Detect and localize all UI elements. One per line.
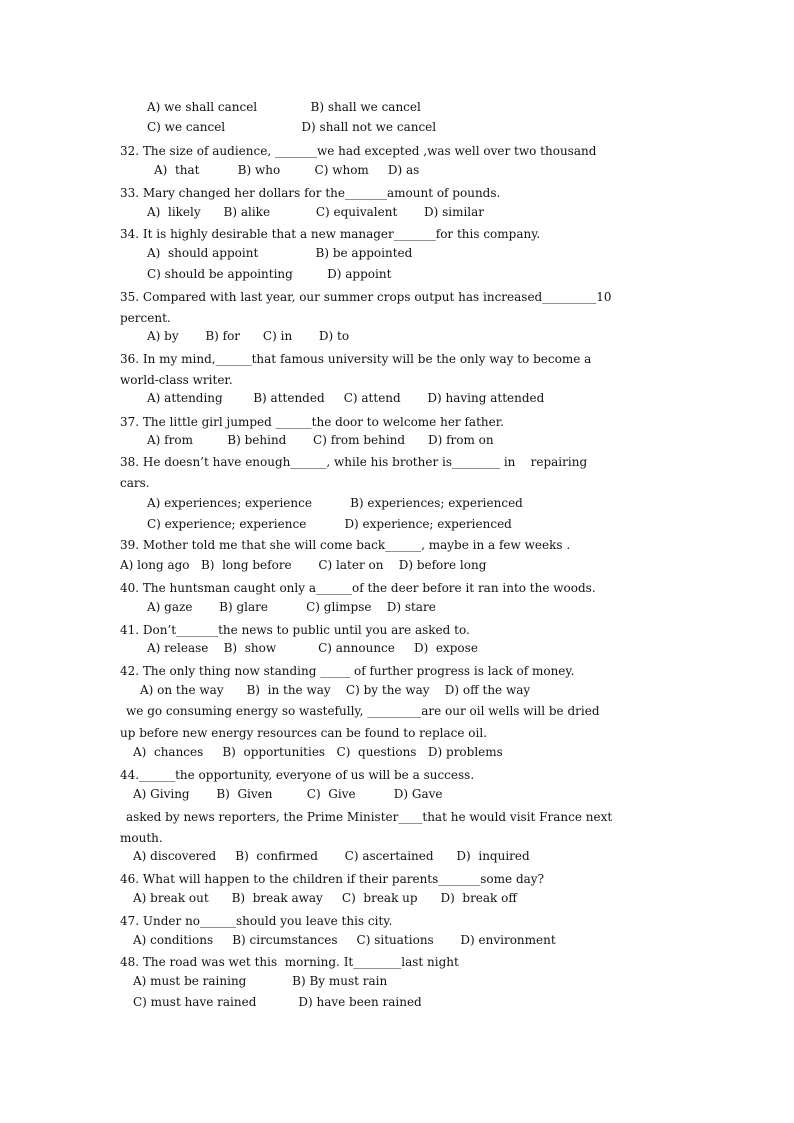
option-line: A) experiences; experience B) experiences; experienced [147,496,523,510]
option-line: A) long ago B) long before C) later on D) before long [120,558,487,572]
option-line: A) Giving B) Given C) Give D) Gave [133,787,443,801]
option-line: C) we cancel D) shall not we cancel [147,120,437,134]
option-line: C) must have rained D) have been rained [133,995,422,1009]
option-line: A) by B) for C) in D) to [147,329,350,343]
option-line: A) must be raining B) By must rain [133,974,388,988]
question-line: up before new energy resources can be found to replace oil. [120,726,488,740]
question-line: 48. The road was wet this morning. It________last night [120,955,459,969]
question-line: 32. The size of audience, _______we had excepted ,was well over two thousand [120,144,597,158]
option-line: A) on the way B) in the way C) by the way D) off the way [140,683,531,697]
question-line: 36. In my mind,______that famous university will be the only way to become a [120,352,592,366]
question-line: 40. The huntsman caught only a______of the deer before it ran into the woods. [120,581,596,595]
option-line: C) should be appointing D) appoint [147,267,392,281]
question-line: 38. He doesn’t have enough______, while his brother is________ in repairing [120,455,588,469]
question-line: 37. The little girl jumped ______the door to welcome her father. [120,415,504,429]
question-line: world-class writer. [120,373,233,387]
question-line: 42. The only thing now standing _____ of further progress is lack of money. [120,664,575,678]
option-line: A) likely B) alike C) equivalent D) similar [147,205,485,219]
question-line: 35. Compared with last year, our summer crops output has increased_________10 [120,290,612,304]
question-line: 44.______the opportunity, everyone of us will be a success. [120,768,475,782]
question-line: asked by news reporters, the Prime Minister____that he would visit France next [126,810,613,824]
option-line: C) experience; experience D) experience; experienced [147,517,512,531]
option-line: A) from B) behind C) from behind D) from on [147,433,494,447]
option-line: A) should appoint B) be appointed [147,246,413,260]
question-line: 39. Mother told me that she will come back______, maybe in a few weeks . [120,538,571,552]
question-line: 34. It is highly desirable that a new manager_______for this company. [120,227,541,241]
question-line: 41. Don’t_______the news to public until you are asked to. [120,623,470,637]
question-line: 33. Mary changed her dollars for the_______amount of pounds. [120,186,501,200]
option-line: A) attending B) attended C) attend D) having attended [147,391,545,405]
question-line: percent. [120,311,171,325]
question-line: we go consuming energy so wastefully, _________are our oil wells will be dried [126,704,600,718]
question-line: mouth. [120,831,163,845]
option-line: A) release B) show C) announce D) expose [147,641,478,655]
option-line: A) discovered B) confirmed C) ascertained D) inquired [133,849,530,863]
option-line: A) gaze B) glare C) glimpse D) stare [147,600,436,614]
option-line: A) chances B) opportunities C) questions D) problems [133,745,503,759]
option-line: A) we shall cancel B) shall we cancel [147,100,421,114]
question-line: cars. [120,476,150,490]
question-line: 47. Under no______should you leave this city. [120,914,393,928]
option-line: A) break out B) break away C) break up D) break off [133,891,517,905]
option-line: A) conditions B) circumstances C) situations D) environment [133,933,556,947]
question-line: 46. What will happen to the children if their parents_______some day? [120,872,545,886]
option-line: A) that B) who C) whom D) as [154,163,420,177]
